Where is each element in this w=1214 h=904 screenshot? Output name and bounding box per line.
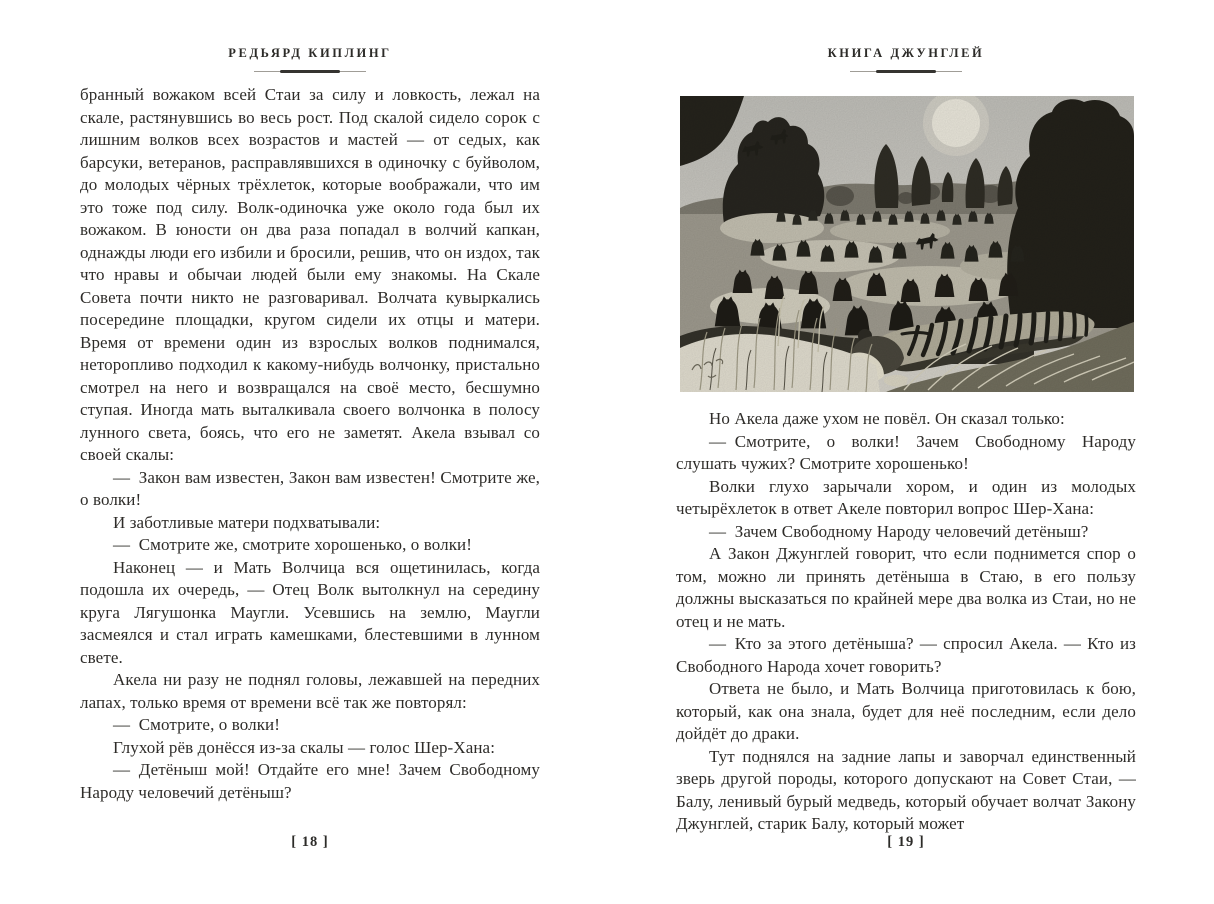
paragraph: А Закон Джунглей говорит, что если поднимется спор о том, можно ли принять детёныша в Стаю, в его пользу должны высказаться по крайней мере два волка из Стаи, но не отец и не мать.: [676, 544, 1136, 631]
paragraph: — Смотрите же, смотрите хорошенько, о волки!: [113, 535, 473, 554]
paragraph: — Смотрите, о волки!: [113, 715, 281, 734]
page-number-right: [ 19 ]: [887, 834, 925, 850]
body-text-left: [80, 84, 540, 804]
running-header-author: РЕДЬЯРД КИПЛИНГ: [228, 46, 392, 60]
wolf-council-tiger-illustration: [680, 96, 1134, 392]
illustration-box: [680, 96, 1134, 392]
paragraph: Ответа не было, и Мать Волчица приготовилась к бою, который, как она знала, будет для неё последним, если дело дойдёт до драки.: [676, 679, 1136, 743]
paragraph: Но Акела даже ухом не повёл. Он сказал только:: [709, 409, 1065, 428]
page-number-left: [ 18 ]: [291, 834, 329, 850]
body-text-right: [676, 408, 1136, 836]
paragraph: — Закон вам известен, Закон вам известен! Смотрите же, о волки!: [80, 467, 540, 509]
running-header-title: КНИГА ДЖУНГЛЕЙ: [827, 46, 985, 60]
rule-thick-line: [876, 70, 936, 73]
paragraph: бранный вожаком всей Стаи за силу и ловкость, лежал на скале, растянувшись во весь рост. Под скалой сидело сорок с лишним волков всех возрастов и мастей — от седых, как барсуки, ветеранов, расправлявшихся в одиночку с буйволом, до молодых чёрных трёхлеток, которые воображали, что им это тоже под силу. Волк-одиночка уже около года был их вожаком. В юности он два раза попадал в волчий капкан, однажды люди его избили и бросили, решив, что он издох, так что нравы и обычаи людей были ему знакомы. На Скале Совета почти никто не разговаривал. Волчата кувыркались посередине площадки, кругом сидели их отцы и матери. Время от времени один из взрослых волков поднимался, неторопливо подходил к какому-нибудь волчонку, пристально смотрел на него и возвращался на своё место, бесшумно ступая. Иногда мать выталкивала своего волчонка в полосу лунного света, боясь, что его не заметят. Акела взывал со своей скалы:: [80, 85, 540, 464]
paragraph: — Зачем Свободному Народу человечий детёныш?: [709, 521, 1089, 541]
rule-thick-line: [280, 70, 340, 73]
paragraph: И заботливые матери подхватывали:: [113, 512, 381, 532]
paragraph: Наконец — и Мать Волчица вся ощетинилась, когда подошла их очередь, — Отец Волк вытолкнул на середину круга Лягушонка Маугли. Усевшись на землю, Маугли засмеялся и стал играть камешками, блестевшими в лунном свете.: [80, 557, 540, 667]
paragraph: Акела ни разу не поднял головы, лежавшей на передних лапах, только время от времени всё так же повторял:: [80, 670, 540, 712]
paragraph: Волки глухо зарычали хором, и один из молодых четырёхлеток в ответ Акеле повторил вопрос Шер-Хана:: [676, 476, 1136, 518]
header-rule: [850, 69, 962, 74]
paragraph: Глухой рёв донёсся из-за скалы — голос Шер-Хана:: [113, 737, 496, 757]
header-rule: [254, 69, 366, 74]
paragraph: — Кто за этого детёныша? — спросил Акела. — Кто из Свободного Народа хочет говорить?: [676, 634, 1136, 676]
halftone-grain: [680, 96, 1134, 392]
page-left: [80, 46, 540, 866]
paragraph: Тут поднялся на задние лапы и заворчал единственный зверь другой породы, которого допускают на Совет Стаи, — Балу, ленивый бурый медведь, который обучает волчат Закону Джунглей, старик Балу, который может: [676, 746, 1136, 833]
paragraph: — Смотрите, о волки! Зачем Свободному Народу слушать чужих? Смотрите хорошенько!: [676, 431, 1136, 473]
page-right: [676, 46, 1136, 866]
paragraph: — Детёныш мой! Отдайте его мне! Зачем Свободному Народу человечий детёныш?: [80, 760, 540, 802]
